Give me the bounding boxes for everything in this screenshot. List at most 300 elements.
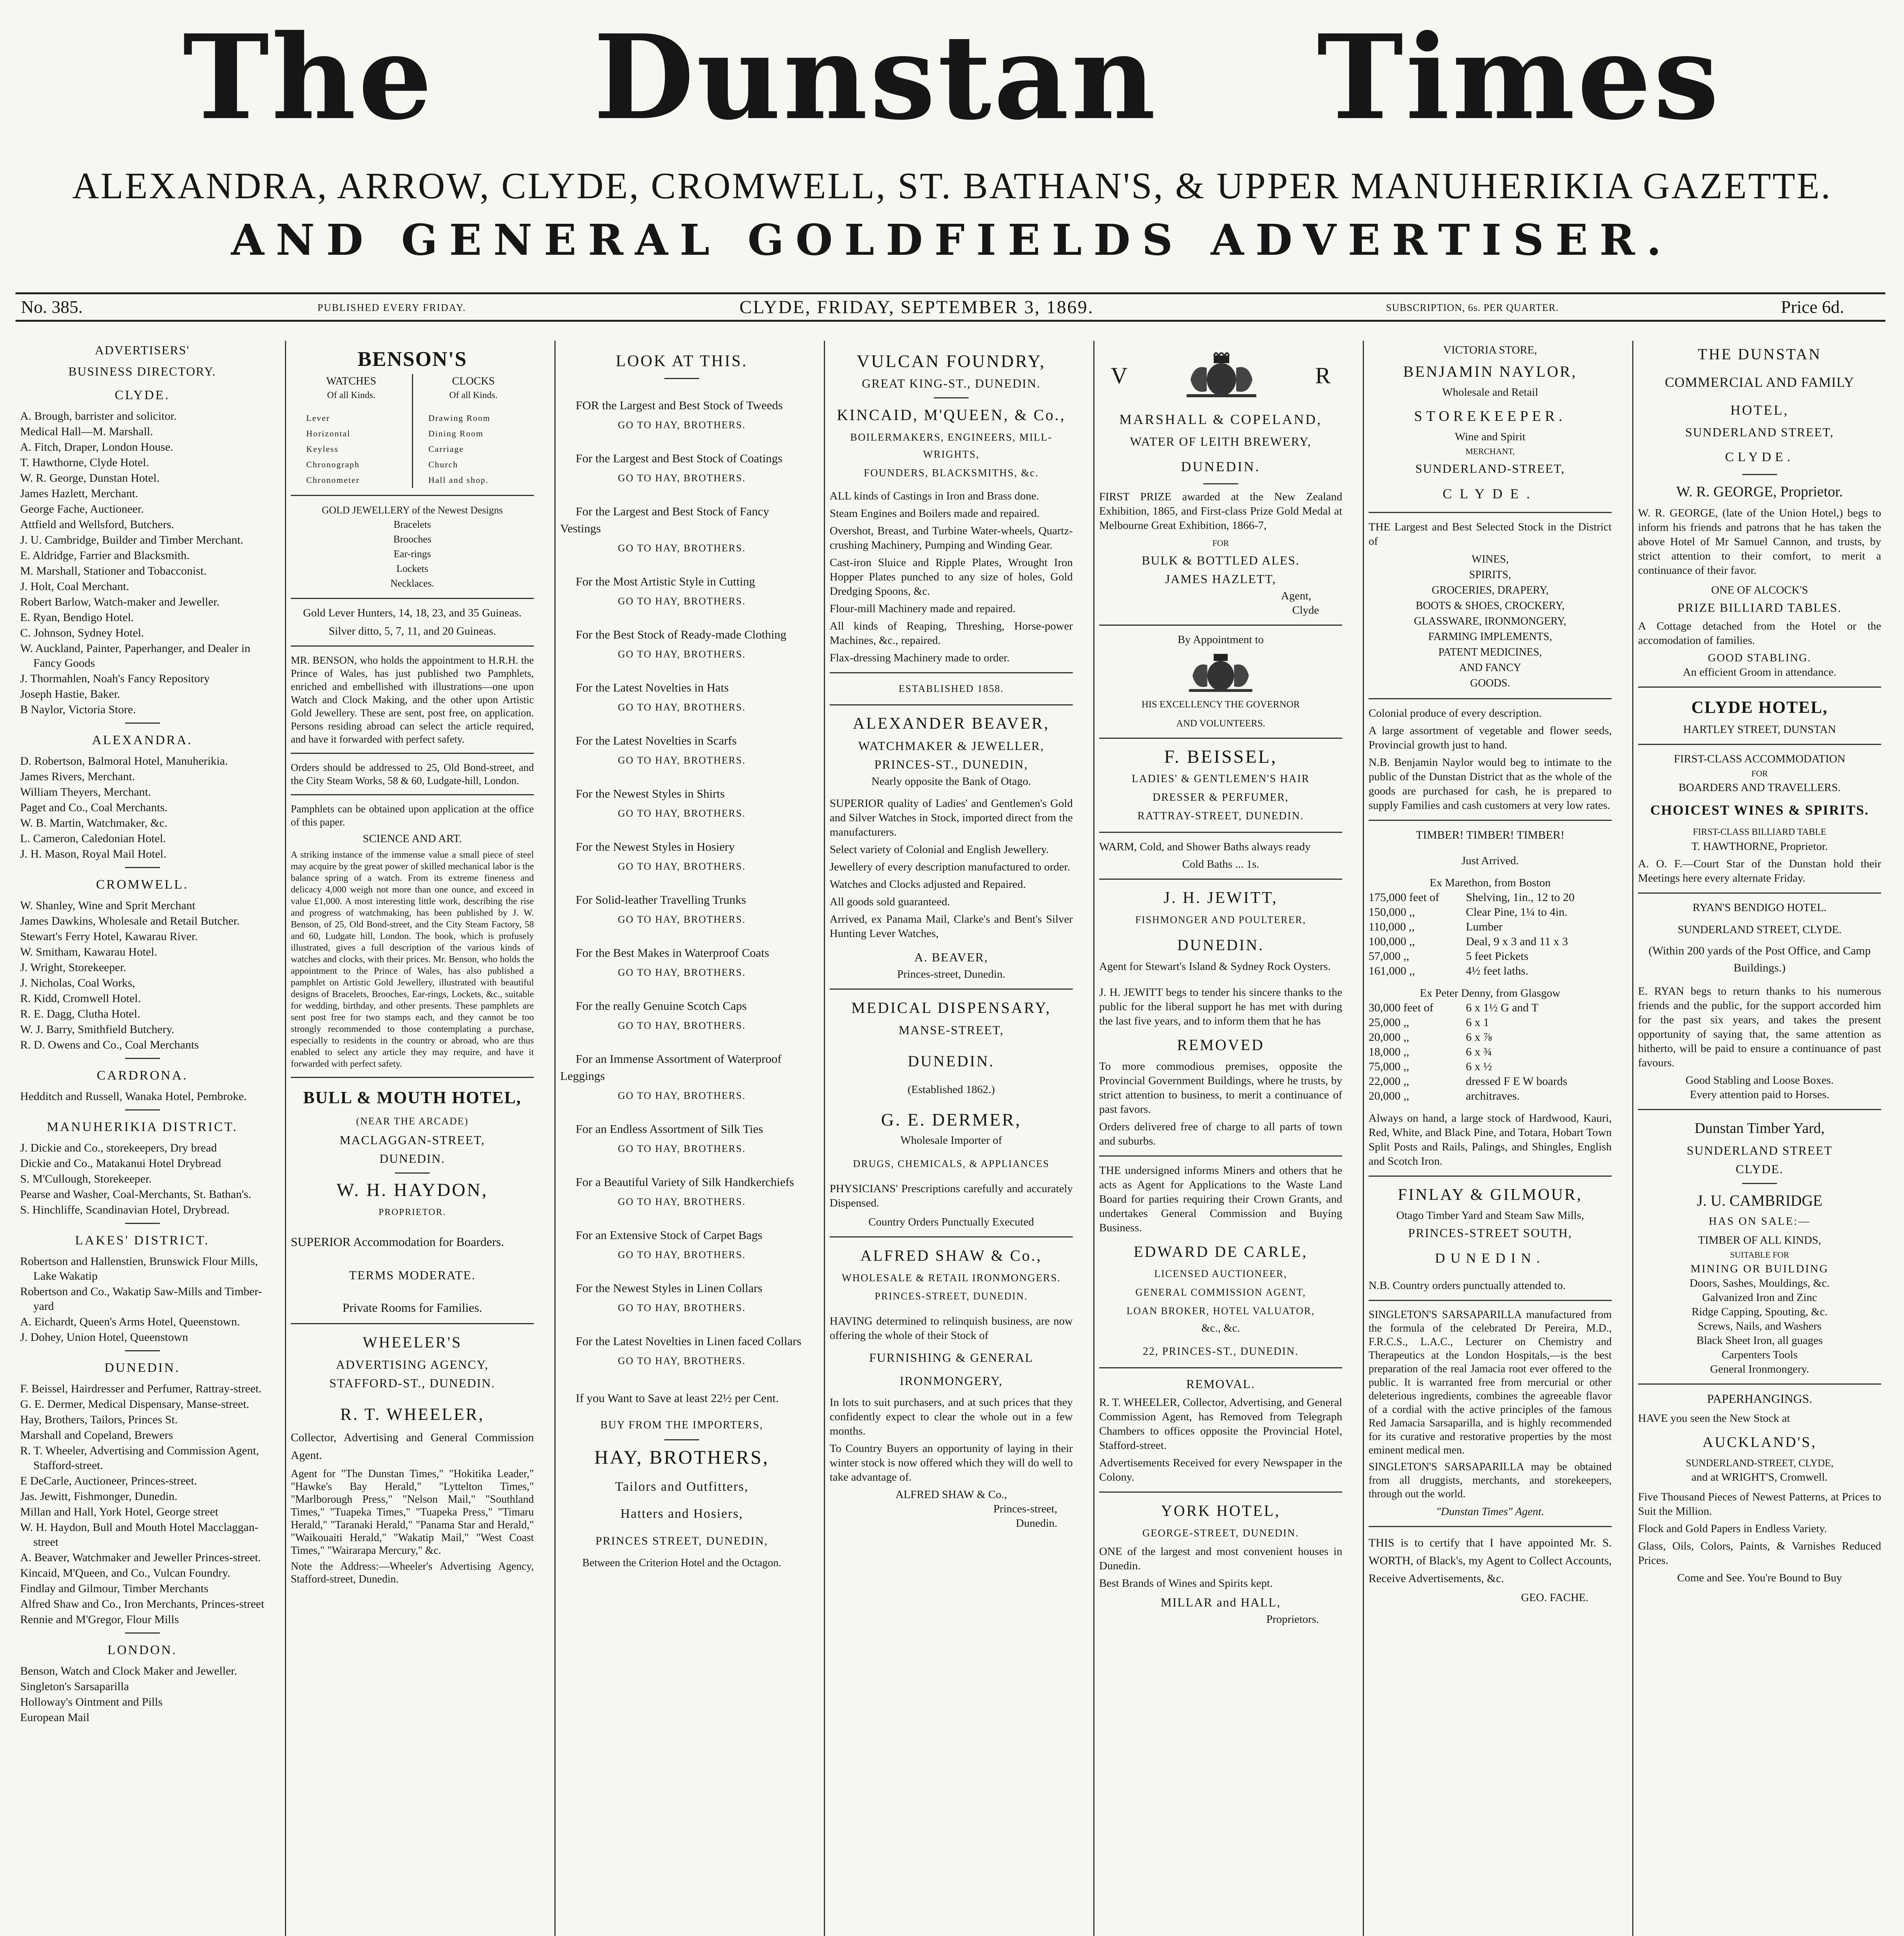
hay-item xyxy=(560,503,803,555)
timber-row xyxy=(1369,1001,1612,1015)
title-word: Times xyxy=(1317,9,1721,146)
glass: Glass, Oils, Colors, Paints, & Varnishes Reduced Prices. xyxy=(1638,1540,1881,1567)
divider xyxy=(1099,1155,1342,1157)
divider xyxy=(1742,474,1777,475)
hotel-head: HOTEL, xyxy=(1730,402,1789,418)
hay-item xyxy=(560,1121,803,1156)
hay-item-line: For the Best Makes in Waterproof Coats xyxy=(576,946,769,959)
timber-row xyxy=(1369,890,1612,905)
bull-near: (NEAR THE ARCADE) xyxy=(356,1116,469,1127)
princes-south: PRINCES-STREET SOUTH, xyxy=(1408,1226,1572,1240)
hatters: Hatters and Hosiers, xyxy=(620,1507,743,1521)
dermer-desc: Wholesale Importer of xyxy=(900,1134,1002,1146)
water-of-leith: WATER OF LEITH BREWERY, xyxy=(1130,434,1312,448)
storekeeper: STOREKEEPER. xyxy=(1414,408,1566,424)
stock-item: SPIRITS, xyxy=(1469,569,1511,581)
science-article: A striking instance of the immense value a small piece of steel may acquire by the great power of skilled mechanical labor is the balance spring of a watch. From its extreme fineness and delicacy 4,000 weigh not more than one ounce, and exceed in value £1,000. A most interesting little work, describing the rise and progress of watchmaking, has been published by J. W. Benson, of 25, Old Bond-street, and the City Steam Factory, 58 and 60, Ludgate hill, London. The book, which is profusely illustrated, gives a full description of the various kinds of watches and clocks, with their prices. Mr. Benson, who holds the appointment to the Prince of Wales, has also published a pamphlet on Artistic Gold Jewellery, illustrated with beautiful designs of Bracelets, Brooches, Ear-rings, Lockets, &c., suitable for wedding, birthday, and other presents. These pamphlets are sent post free for two stamps each, and they cannot be too strongly recommended to those contemplating a purchase, especially to residents in the country or abroad, who are thus enabled to select any article they may require, and have it forwarded with perfect safety. xyxy=(291,850,534,1069)
timber-desc: dressed F E W boards xyxy=(1466,1075,1568,1088)
clock-types xyxy=(413,410,534,488)
timber-desc: 6 x ¾ xyxy=(1466,1045,1492,1058)
timber-row xyxy=(1369,905,1612,920)
undersigned: THE undersigned informs Miners and others that he acts as Agent for Applications to the Waste Land Board for parties requiring their Crown Grants, and undertakes General Commission and Buying Business. xyxy=(1099,1164,1342,1234)
timber-yard: Dunstan Timber Yard, xyxy=(1695,1120,1825,1136)
directory-entry: B Naylor, Victoria Store. xyxy=(20,703,136,716)
divider xyxy=(395,1172,430,1174)
watch-type: Horizontal xyxy=(306,429,351,438)
directory-entry: A. Eichardt, Queen's Arms Hotel, Queenstown. xyxy=(20,1315,240,1328)
timber-row xyxy=(1369,934,1612,949)
vulcan-address: GREAT KING-ST., DUNEDIN. xyxy=(862,376,1041,390)
directory-entry: A. Brough, barrister and solicitor. xyxy=(20,410,177,422)
timber-row xyxy=(1369,1045,1612,1059)
hay-item-go: GO TO HAY, BROTHERS. xyxy=(618,1355,746,1366)
timber-qty: 20,000 ,, xyxy=(1369,1031,1409,1044)
sunderland-3: SUNDERLAND STREET xyxy=(1686,1143,1833,1157)
divider xyxy=(1099,1367,1342,1368)
gold-items xyxy=(291,517,534,591)
hay-item-line: For the Largest and Best Stock of Coatings xyxy=(576,451,783,465)
hay-item-line: For the Latest Novelties in Hats xyxy=(576,681,729,694)
stock-item: WINES, xyxy=(1472,553,1509,565)
directory-entry: European Mail xyxy=(20,1711,90,1724)
tailors: Tailors and Outfitters, xyxy=(615,1479,749,1494)
directory-entry: Robertson and Co., Wakatip Saw-Mills and Timber-yard xyxy=(20,1285,262,1313)
general-commission: GENERAL COMMISSION AGENT, xyxy=(1135,1287,1306,1298)
timber-qty: 150,000 ,, xyxy=(1369,906,1415,918)
directory-entry: Attfield and Wellsford, Butchers. xyxy=(20,518,174,531)
buyers: To Country Buyers an opportunity of laying in their winter stock is now offered which they will do well to take advantage of. xyxy=(830,1442,1073,1483)
gold-item: Lockets xyxy=(396,563,429,574)
hay-item-go: GO TO HAY, BROTHERS. xyxy=(618,1090,746,1101)
clocks-sub: Of all Kinds. xyxy=(449,390,498,400)
divider xyxy=(934,397,969,398)
hay-item-line: For the Latest Novelties in Scarfs xyxy=(576,734,737,747)
directory-entry: Joseph Hastie, Baker. xyxy=(20,688,120,700)
divider xyxy=(1369,820,1612,821)
cambridge: J. U. CAMBRIDGE xyxy=(1696,1192,1823,1209)
come-and-see: Come and See. You're Bound to Buy xyxy=(1677,1572,1842,1584)
beaver-address: PRINCES-ST., DUNEDIN, xyxy=(874,757,1028,771)
beaver-paragraphs xyxy=(830,796,1073,941)
beissel-desc-2: DRESSER & PERFUMER, xyxy=(1153,791,1289,803)
divider xyxy=(1638,687,1881,688)
divider xyxy=(291,1323,534,1324)
cambridge-item: Ridge Capping, Spouting, &c. xyxy=(1691,1306,1828,1318)
divider xyxy=(1369,1526,1612,1527)
cambridge-item: Screws, Nails, and Washers xyxy=(1697,1320,1822,1332)
orders-address: Orders should be addressed to 25, Old Bond-street, and the City Steam Works, 58 & 60, Ludgate-hill, London. xyxy=(291,762,534,786)
divider xyxy=(291,495,534,496)
bull-city: DUNEDIN. xyxy=(379,1152,445,1165)
directory-entry: James Dawkins, Wholesale and Retail Butcher. xyxy=(20,915,240,927)
sunderland-2: SUNDERLAND STREET, CLYDE. xyxy=(1678,923,1842,936)
directory-head-2: BUSINESS DIRECTORY. xyxy=(68,364,216,378)
country-orders: Country Orders Punctually Executed xyxy=(868,1216,1034,1228)
directory-entry: J. Dohey, Union Hotel, Queenstown xyxy=(20,1331,188,1344)
directory-entry: Dickie and Co., Matakanui Hotel Drybread xyxy=(20,1157,221,1170)
timber-qty: 110,000 ,, xyxy=(1369,920,1415,933)
section-head: CLYDE. xyxy=(115,388,170,402)
save: If you Want to Save at least 22½ per Cent. xyxy=(576,1391,779,1405)
millar-hall: MILLAR and HALL, xyxy=(1160,1595,1281,1609)
hay-item-go: GO TO HAY, BROTHERS. xyxy=(618,967,746,978)
directory-entry: James Hazlett, Merchant. xyxy=(20,487,138,500)
finlay-gilmour: FINLAY & GILMOUR, xyxy=(1398,1186,1583,1204)
orders: Orders delivered free of charge to all parts of town and suburbs. xyxy=(1099,1121,1342,1147)
directory-entry: Jas. Jewitt, Fishmonger, Dunedin. xyxy=(20,1490,178,1503)
clyde: Clyde xyxy=(1292,604,1319,616)
dunedin: DUNEDIN. xyxy=(907,1052,995,1070)
dateline: CLYDE, FRIDAY, SEPTEMBER 3, 1869. xyxy=(739,297,1094,318)
divider xyxy=(125,867,160,868)
etc: &c., &c. xyxy=(1201,1322,1240,1334)
hay-item-line: For the Newest Styles in Shirts xyxy=(576,787,725,800)
directory-entry: D. Robertson, Balmoral Hotel, Manuherikia. xyxy=(20,755,228,767)
directory-entry: Robert Barlow, Watch-maker and Jeweller. xyxy=(20,596,220,608)
issue-number: No. 385. xyxy=(21,297,83,317)
vulcan-paragraphs xyxy=(830,489,1073,665)
divider xyxy=(125,1350,160,1351)
directory-list xyxy=(20,1089,264,1104)
timber-qty: 161,000 ,, xyxy=(1369,965,1415,977)
timber-row xyxy=(1369,1030,1612,1045)
established: ESTABLISHED 1858. xyxy=(899,683,1004,694)
hay-item xyxy=(560,838,803,874)
divider xyxy=(125,1632,160,1634)
hay-item-line: For an Endless Assortment of Silk Ties xyxy=(576,1122,763,1136)
divider xyxy=(125,1109,160,1110)
agent: Agent, xyxy=(1281,590,1311,602)
royal-arms-header xyxy=(1099,341,1342,403)
beaver-near: Nearly opposite the Bank of Otago. xyxy=(871,775,1031,788)
clocks-head: CLOCKS xyxy=(452,375,495,387)
bull-mouth-title: BULL & MOUTH HOTEL, xyxy=(303,1088,521,1107)
divider xyxy=(830,672,1073,673)
groom: An efficient Groom in attendance. xyxy=(1683,666,1837,678)
wright: and at WRIGHT'S, Cromwell. xyxy=(1691,1471,1828,1483)
haydon-role: PROPRIETOR. xyxy=(378,1207,446,1217)
gold-item: Necklaces. xyxy=(390,578,434,589)
having: HAVING determined to relinquish business, are now offering the whole of their Stock of xyxy=(830,1315,1073,1342)
merchant: MERCHANT, xyxy=(1465,446,1515,456)
dunedin: DUNEDIN. xyxy=(1181,459,1261,474)
directory-entry: Robertson and Hallenstien, Brunswick Flour Mills, Lake Wakatip xyxy=(20,1255,258,1282)
hay-item xyxy=(560,891,803,927)
beaver-sign: A. BEAVER, xyxy=(914,950,988,964)
divider xyxy=(1638,744,1881,745)
hazlett: JAMES HAZLETT, xyxy=(1165,572,1276,586)
jewitt-para: J. H. JEWITT begs to tender his sincere thanks to the public for the liberal support he has met with during the last five years, and to inform them that he has xyxy=(1099,986,1342,1027)
hay-item xyxy=(560,1050,803,1103)
cottage: A Cottage detached from the Hotel or the accomodation of families. xyxy=(1638,620,1881,647)
hay-item-line: For the Best Stock of Ready-made Clothing xyxy=(576,628,787,641)
agent-oysters: Agent for Stewart's Island & Sydney Rock Oysters. xyxy=(1099,960,1331,973)
excellency: HIS EXCELLENCY THE GOVERNOR xyxy=(1141,699,1300,710)
aof: A. O. F.—Court Star of the Dunstan hold their Meetings here every alternate Friday. xyxy=(1638,858,1881,884)
directory-entry: W. Smitham, Kawarau Hotel. xyxy=(20,946,157,958)
divider xyxy=(664,378,699,379)
divider xyxy=(1099,738,1342,739)
timber-qty: 175,000 feet of xyxy=(1369,891,1439,904)
divider xyxy=(830,1236,1073,1237)
look-at-this: LOOK AT THIS. xyxy=(616,352,748,370)
naylor: BENJAMIN NAYLOR, xyxy=(1403,363,1577,380)
vulcan-title: VULCAN FOUNDRY, xyxy=(856,351,1046,371)
kincaid-desc: BOILERMAKERS, ENGINEERS, MILL-WRIGHTS, xyxy=(850,431,1052,460)
for: FOR xyxy=(1751,769,1768,778)
directory-entry: George Fache, Auctioneer. xyxy=(20,503,144,515)
first-class: FIRST-CLASS ACCOMMODATION xyxy=(1674,753,1846,765)
pamphlets-note: Pamphlets can be obtained upon application at the office of this paper. xyxy=(291,803,534,828)
alcock: ONE OF ALCOCK'S xyxy=(1711,584,1808,596)
watch-type: Chronograph xyxy=(306,460,360,469)
victoria: VICTORIA STORE, xyxy=(1443,344,1537,356)
issue-price: Price 6d. xyxy=(1781,297,1844,317)
stock-item: GOODS. xyxy=(1470,677,1510,689)
newspaper-title xyxy=(0,9,1904,146)
timber-qty: 25,000 ,, xyxy=(1369,1016,1409,1029)
directory-entry: Benson, Watch and Clock Maker and Jeweller. xyxy=(20,1665,237,1677)
divider xyxy=(664,1439,699,1440)
terms: TERMS MODERATE. xyxy=(349,1268,476,1282)
shaw-address: PRINCES-STREET, DUNEDIN. xyxy=(875,1291,1028,1302)
directory-list xyxy=(20,1664,264,1725)
divider xyxy=(291,794,534,795)
timber-row xyxy=(1369,949,1612,964)
volunteers: AND VOLUNTEERS. xyxy=(1176,718,1266,729)
hay-item xyxy=(560,785,803,820)
hay-item xyxy=(560,450,803,485)
stock-item: BOOTS & SHOES, CROCKERY, xyxy=(1415,600,1565,612)
hay-item xyxy=(560,732,803,767)
shaw-sign: ALFRED SHAW & Co., xyxy=(895,1488,1007,1501)
flock: Flock and Gold Papers in Endless Variety. xyxy=(1638,1522,1827,1535)
jewitt-city: DUNEDIN. xyxy=(1177,936,1264,954)
rt-wheeler: R. T. WHEELER, xyxy=(340,1405,485,1424)
beaver-paragraph: Watches and Clocks adjusted and Repaired. xyxy=(830,878,1026,891)
timber-desc: Deal, 9 x 3 and 11 x 3 xyxy=(1466,935,1568,948)
directory-entry: M. Marshall, Stationer and Tobacconist. xyxy=(20,565,207,577)
ironmongery: IRONMONGERY, xyxy=(899,1374,1003,1388)
directory-entry: W. Shanley, Wine and Sprit Merchant xyxy=(20,899,196,912)
wine: Wine and Spirit xyxy=(1455,431,1526,443)
hay-item xyxy=(560,626,803,661)
bull-street: MACLAGGAN-STREET, xyxy=(340,1133,485,1147)
dunedin: DUNEDIN. xyxy=(1435,1250,1545,1266)
directory-entry: J. U. Cambridge, Builder and Timber Merchant. xyxy=(20,534,244,546)
hay-list xyxy=(560,397,803,1368)
ryan: RYAN'S BENDIGO HOTEL. xyxy=(1693,901,1827,914)
divider xyxy=(291,645,534,647)
vulcan-paragraph: Steam Engines and Boilers made and repaired. xyxy=(830,507,1039,520)
beaver-paragraph: Jewellery of every description manufactured to order. xyxy=(830,861,1070,873)
info-bar xyxy=(15,292,1885,322)
directory-list xyxy=(20,1254,264,1345)
private-rooms: Private Rooms for Families. xyxy=(342,1301,482,1315)
directory-entry: W. J. Barry, Smithfield Butchery. xyxy=(20,1023,175,1036)
directory-entry: C. Johnson, Sydney Hotel. xyxy=(20,626,144,639)
divider xyxy=(125,1058,160,1059)
every-attention: Every attention paid to Horses. xyxy=(1690,1088,1829,1101)
ryan-para: E. RYAN begs to return thanks to his numerous friends and the public, for the support accorded him for the past six years, and takes the present opportunity of saying that, the same attention as hitherto, will be paid to ensure a continuance of past favours. xyxy=(1638,985,1881,1069)
hay-item-go: GO TO HAY, BROTHERS. xyxy=(618,914,746,925)
beaver-paragraph: All goods sold guaranteed. xyxy=(830,896,950,908)
directory-entry: Paget and Co., Coal Merchants. xyxy=(20,801,168,814)
shaw-sign-2: Princes-street, xyxy=(993,1503,1057,1515)
section-head: CARDRONA. xyxy=(96,1068,188,1083)
warm-baths: WARM, Cold, and Shower Baths always ready xyxy=(1099,841,1311,853)
section-head: LAKES' DISTRICT. xyxy=(75,1233,210,1248)
directory-entry: L. Cameron, Caledonian Hotel. xyxy=(20,832,166,845)
directory-entry: G. E. Dermer, Medical Dispensary, Manse-street. xyxy=(20,1398,249,1411)
best-brands: Best Brands of Wines and Spirits kept. xyxy=(1099,1577,1273,1589)
drugs: DRUGS, CHEMICALS, & APPLIANCES xyxy=(853,1158,1050,1169)
superior-accommodation: SUPERIOR Accommodation for Boarders. xyxy=(291,1235,504,1249)
shaw-sign-3: Dunedin. xyxy=(1015,1517,1057,1529)
hay-item-go: GO TO HAY, BROTHERS. xyxy=(618,1196,746,1207)
divider xyxy=(1638,1383,1881,1385)
founders: FOUNDERS, BLACKSMITHS, &c. xyxy=(864,467,1039,479)
physicians: PHYSICIANS' Prescriptions carefully and accurately Dispensed. xyxy=(830,1183,1073,1209)
always-on-hand: Always on hand, a large stock of Hardwood, Kauri, Red, White, and Black Pine, and Totara, Hobart Town Split Posts and Rails, Palings, and Shingles, English and Scotch Iron. xyxy=(1369,1112,1612,1167)
clyde-hotel: CLYDE HOTEL, xyxy=(1691,698,1828,717)
divider xyxy=(830,989,1073,990)
divider xyxy=(1369,1300,1612,1301)
divider xyxy=(291,1077,534,1078)
divider xyxy=(830,704,1073,705)
hay-item-line: For a Beautiful Variety of Silk Handkerchiefs xyxy=(576,1175,794,1189)
wheeler-title: WHEELER'S xyxy=(362,1334,462,1351)
timber-row xyxy=(1369,1089,1612,1104)
cambridge-item: Black Sheet Iron, all guages xyxy=(1696,1334,1823,1347)
commercial-head: COMMERCIAL AND FAMILY xyxy=(1665,374,1854,390)
silver-price: Silver ditto, 5, 7, 11, and 20 Guineas. xyxy=(328,625,496,637)
directory-entry: James Rivers, Merchant. xyxy=(20,770,135,783)
established-1862: (Established 1862.) xyxy=(907,1083,995,1096)
clocks-column xyxy=(412,374,534,488)
stock-item: GROCERIES, DRAPERY, xyxy=(1431,584,1549,596)
hay-item-go: GO TO HAY, BROTHERS. xyxy=(618,1020,746,1031)
timber-table-2 xyxy=(1369,1001,1612,1104)
column-vulcan xyxy=(824,341,1077,1936)
directory-entry: R. D. Owens and Co., Coal Merchants xyxy=(20,1038,199,1051)
proprietors: Proprietors. xyxy=(1266,1613,1319,1625)
dunstan-times-agent: "Dunstan Times" Agent. xyxy=(1436,1505,1544,1518)
section-head: MANUHERIKIA DISTRICT. xyxy=(46,1120,238,1134)
nb-country: N.B. Country orders punctually attended to. xyxy=(1369,1279,1566,1292)
timber-row xyxy=(1369,920,1612,934)
hay-item xyxy=(560,397,803,432)
timber-desc: Clear Pine, 1¼ to 4in. xyxy=(1466,906,1568,918)
beaver-sign-address: Princes-street, Dunedin. xyxy=(897,968,1005,980)
hartley: HARTLEY STREET, DUNSTAN xyxy=(1683,723,1836,736)
hay-item-line: For the Latest Novelties in Linen faced Collars xyxy=(576,1334,801,1348)
hay-item xyxy=(560,1227,803,1262)
timber-all: TIMBER OF ALL KINDS, xyxy=(1698,1234,1821,1246)
directory-list xyxy=(20,409,264,717)
directory-entry: S. Hinchliffe, Scandinavian Hotel, Drybread. xyxy=(20,1203,230,1216)
princes-22: 22, PRINCES-ST., DUNEDIN. xyxy=(1142,1346,1299,1358)
directory-entry: Kincaid, M'Queen, and Co., Vulcan Foundry. xyxy=(20,1567,230,1579)
divider xyxy=(1099,625,1342,626)
directory-entry: Hedditch and Russell, Wanaka Hotel, Pembroke. xyxy=(20,1090,247,1103)
royal-coat-of-arms-icon xyxy=(1182,651,1259,693)
timber-qty: 75,000 ,, xyxy=(1369,1060,1409,1073)
singleton-para-2: SINGLETON'S SARSAPARILLA may be obtained from all druggists, merchants, and storekeepers, through out the world. xyxy=(1369,1461,1612,1500)
column-marshall xyxy=(1093,341,1347,1936)
watch-type: Keyless xyxy=(306,444,339,454)
column-hay-brothers xyxy=(554,341,808,1936)
watches-sub: Of all Kinds. xyxy=(327,390,376,400)
divider xyxy=(1099,879,1342,880)
fishmonger: FISHMONGER AND POULTERER, xyxy=(1135,914,1306,925)
removal-para: R. T. WHEELER, Collector, Advertising, and General Commission Agent, has Removed from Telegraph Chambers to offices opposite the Provincial Hotel, Stafford-street. xyxy=(1099,1396,1342,1452)
hay-item-line: For Solid-leather Travelling Trunks xyxy=(576,893,746,906)
column-dunstan-hotel xyxy=(1632,341,1886,1936)
masthead-subtitle-2: AND GENERAL GOLDFIELDS ADVERTISER. xyxy=(231,215,1673,265)
hay-item-go: GO TO HAY, BROTHERS. xyxy=(618,596,746,607)
hay-item-line: For the Most Artistic Style in Cutting xyxy=(576,575,755,588)
directory-entry: Findlay and Gilmour, Timber Merchants xyxy=(20,1582,209,1595)
vulcan-paragraph: All kinds of Reaping, Threshing, Horse-power Machines, &c., repaired. xyxy=(830,620,1073,647)
column-victoria-store xyxy=(1363,341,1616,1936)
timber-qty: 20,000 ,, xyxy=(1369,1090,1409,1102)
timber-row xyxy=(1369,1074,1612,1089)
hay-item xyxy=(560,1280,803,1315)
clock-type: Church xyxy=(428,460,458,469)
directory-entry: Pearse and Washer, Coal-Merchants, St. Bathan's. xyxy=(20,1188,251,1201)
directory-entry: E. Aldridge, Farrier and Blacksmith. xyxy=(20,549,190,562)
timber-row xyxy=(1369,1059,1612,1074)
timber-table-1 xyxy=(1369,890,1612,978)
choicest: CHOICEST WINES & SPIRITS. xyxy=(1650,802,1869,818)
directory-entry: J. Dickie and Co., storekeepers, Dry bread xyxy=(20,1141,217,1154)
divider xyxy=(1369,1176,1612,1177)
stock-item: GLASSWARE, IRONMONGERY, xyxy=(1414,615,1566,627)
loan-broker: LOAN BROKER, HOTEL VALUATOR, xyxy=(1126,1305,1315,1316)
vulcan-paragraph: Overshot, Breast, and Turbine Water-wheels, Quartz-crushing Machinery, Pumping and Winding Gear. xyxy=(830,525,1073,551)
hay-item-go: GO TO HAY, BROTHERS. xyxy=(618,1143,746,1154)
auckland: AUCKLAND'S, xyxy=(1702,1434,1817,1450)
shaw-name: ALFRED SHAW & Co., xyxy=(860,1247,1042,1264)
watches-column xyxy=(291,374,412,488)
cambridge-items xyxy=(1638,1276,1881,1376)
beissel-desc: LADIES' & GENTLEMEN'S HAIR xyxy=(1132,773,1310,785)
removal: REMOVAL. xyxy=(1186,1377,1256,1391)
timber-qty: 30,000 feet of xyxy=(1369,1001,1434,1014)
column-benson xyxy=(285,341,539,1936)
marshall-copeland: MARSHALL & COPELAND, xyxy=(1119,412,1322,427)
directory-entry: E. Ryan, Bendigo Hotel. xyxy=(20,611,134,624)
timber-desc: 4½ feet laths. xyxy=(1466,965,1528,977)
hay-item-go: GO TO HAY, BROTHERS. xyxy=(618,472,746,484)
hay-item xyxy=(560,679,803,714)
dermer-name: G. E. DERMER, xyxy=(881,1110,1022,1129)
clock-type: Carriage xyxy=(428,444,464,454)
stock-item: PATENT MEDICINES, xyxy=(1438,646,1542,658)
york-address: GEORGE-STREET, DUNEDIN. xyxy=(1142,1527,1299,1539)
hay-item-go: GO TO HAY, BROTHERS. xyxy=(618,649,746,660)
for: FOR xyxy=(1212,538,1229,548)
watch-type: Chronometer xyxy=(306,475,360,485)
directory-entry: R. E. Dagg, Clutha Hotel. xyxy=(20,1007,140,1020)
hay-item xyxy=(560,1174,803,1209)
section-head: LONDON. xyxy=(107,1643,177,1657)
directory-entry: R. Kidd, Cromwell Hotel. xyxy=(20,992,141,1005)
beissel-name: F. BEISSEL, xyxy=(1164,747,1278,767)
watch-type: Lever xyxy=(306,413,330,423)
hay-item-go: GO TO HAY, BROTHERS. xyxy=(618,808,746,819)
